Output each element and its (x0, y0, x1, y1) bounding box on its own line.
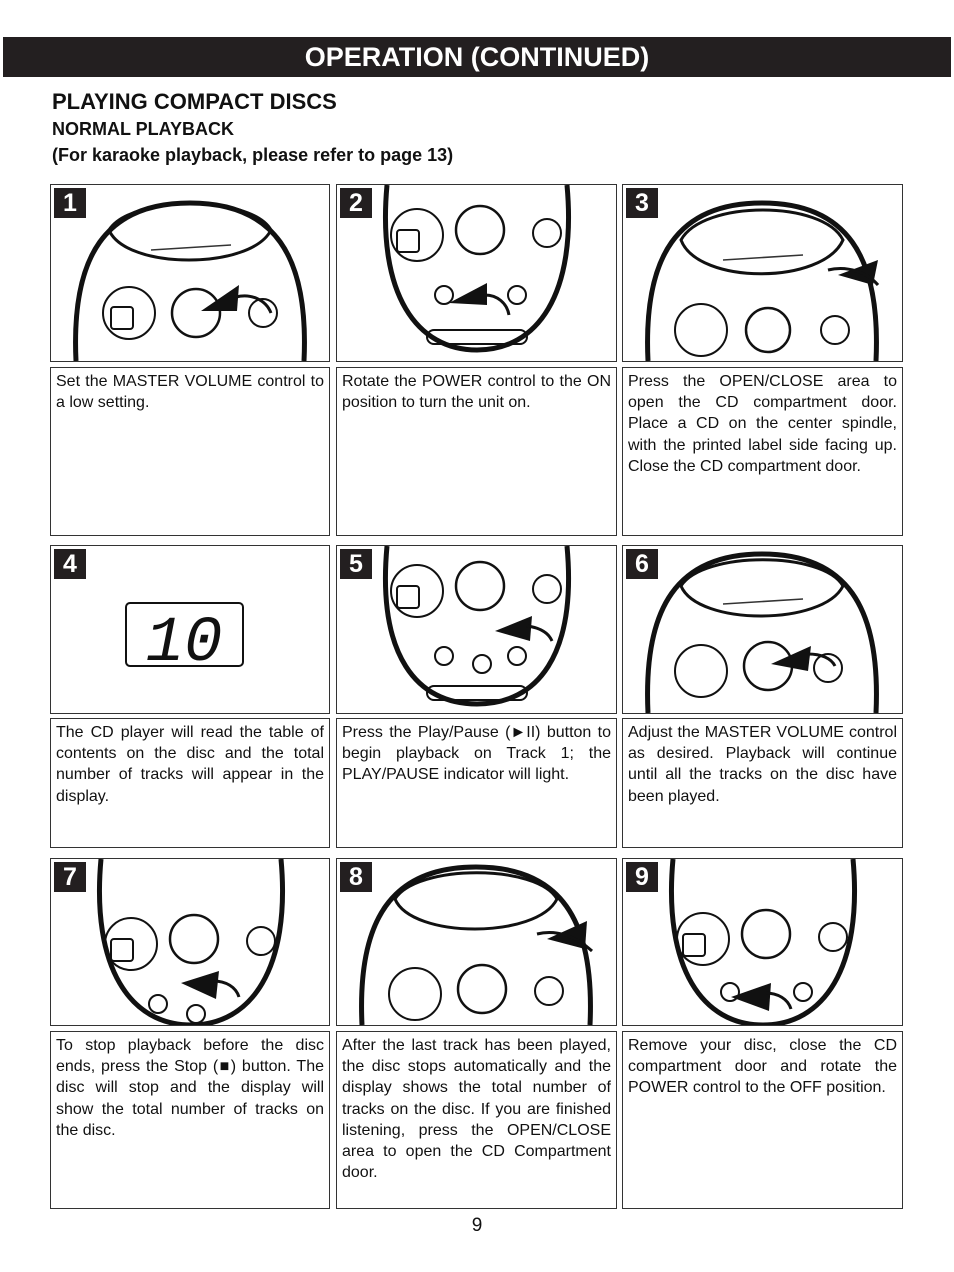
header-banner (3, 37, 951, 77)
step-number: 9 (626, 862, 658, 892)
page-number: 9 (471, 1215, 483, 1236)
cd-player-top-view-image (623, 546, 902, 713)
page-title: OPERATION (CONTINUED) (304, 42, 650, 72)
step-number: 8 (340, 862, 372, 892)
step-2-text: Rotate the POWER control to the ON position to turn the unit on. (336, 367, 617, 536)
cd-player-top-view-image (623, 185, 902, 361)
step-7-text: To stop playback before the disc ends, press the Stop (■) button. The disc will stop and the display will show the total number of tracks on the disc. (50, 1031, 330, 1209)
step-9-text: Remove your disc, close the CD compartment door and rotate the POWER control to the OFF position. (622, 1031, 903, 1209)
section-title: PLAYING COMPACT DISCS (52, 89, 337, 114)
step-3-illustration (622, 184, 903, 362)
step-1-text: Set the MASTER VOLUME control to a low setting. (50, 367, 330, 536)
step-8-text: After the last track has been played, the disc stops automatically and the display shows the total number of tracks on the disc. If you are finished listening, press the OPEN/CLOSE area to open the CD Compartment door. (336, 1031, 617, 1209)
step-number: 3 (626, 188, 658, 218)
step-number: 7 (54, 862, 86, 892)
step-4-text: The CD player will read the table of contents on the disc and the total number of tracks will appear in the display. (50, 718, 330, 848)
step-number: 5 (340, 549, 372, 579)
step-number: 2 (340, 188, 372, 218)
step-6-text: Adjust the MASTER VOLUME control as desired. Playback will continue until all the tracks on the disc have been played. (622, 718, 903, 848)
step-4-illustration (50, 545, 330, 714)
step-2-illustration (336, 184, 617, 362)
display-readout: 10 (145, 608, 223, 680)
step-6-illustration (622, 545, 903, 714)
step-1-illustration (50, 184, 330, 362)
step-number: 6 (626, 549, 658, 579)
cd-player-top-view-image (337, 185, 616, 361)
cd-player-top-view-image (337, 546, 616, 713)
step-number: 4 (54, 549, 86, 579)
step-9-illustration (622, 858, 903, 1026)
step-5-illustration (336, 545, 617, 714)
step-5-text: Press the Play/Pause (►II) button to begin playback on Track 1; the PLAY/PAUSE indicator will light. (336, 718, 617, 848)
cd-player-top-view-image (51, 185, 329, 361)
step-8-illustration (336, 858, 617, 1026)
step-7-illustration (50, 858, 330, 1026)
section-subtitle: NORMAL PLAYBACK (52, 119, 235, 139)
cd-player-top-view-image (337, 859, 616, 1025)
cd-player-top-view-image (51, 859, 329, 1025)
step-number: 1 (54, 188, 86, 218)
cd-player-top-view-image (623, 859, 902, 1025)
lcd-display (51, 546, 329, 713)
step-3-text: Press the OPEN/CLOSE area to open the CD compartment door. Place a CD on the center spindle, with the printed label side facing up. Close the CD compartment door. (622, 367, 903, 536)
section-note: (For karaoke playback, please refer to page 13) (52, 145, 454, 165)
